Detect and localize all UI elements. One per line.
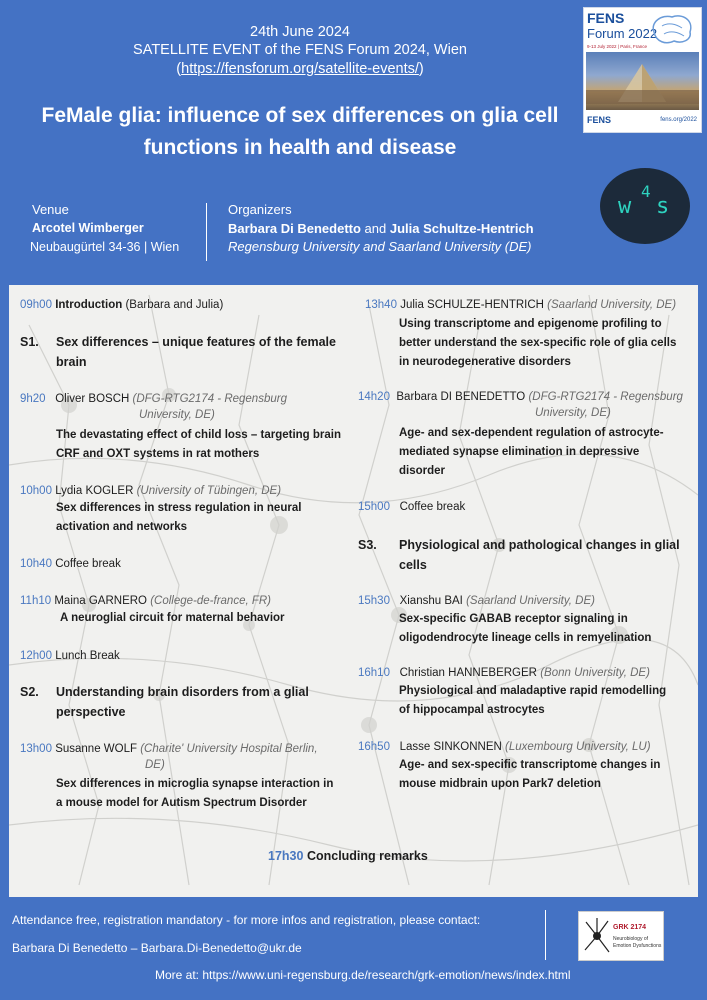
talk-1530-title-line1: Sex-specific GABAB receptor signaling in [399,613,628,625]
footer-attendance: Attendance free, registration mandatory - for more infos and registration, please contact: [12,913,481,927]
section-s3-number: S3. [358,538,377,552]
talk-1340-title-line2: better understand the sex-specific role of glia cells [399,337,677,349]
fens-logo-dates: 9-13 July 2022 | Paris, France [587,44,647,49]
talk-1300-title-line1: Sex differences in microglia synapse interaction in [56,778,334,790]
talk-1530-header: 15h30 Xianshu BAI (Saarland University, DE) [358,595,595,607]
talk-1420-header: 14h20 Barbara DI BENEDETTO (DFG-RTG2174 - Regensburg [358,391,683,403]
section-s2-title-line1: Understanding brain disorders from a glial [56,685,309,699]
program-intro: 09h00 Introduction (Barbara and Julia) [20,299,224,311]
talk-1340-header: 13h40 Julia SCHULZE-HENTRICH (Saarland University, DE) [365,299,677,311]
talk-1300-header: 13h00 Susanne WOLF (Charite' University Hospital Berlin, [20,743,318,755]
talk-1300-title-line2: a mouse model for Autism Spectrum Disorder [56,797,307,809]
section-s1-title-line2: brain [56,355,87,369]
talk-1000-title-line1: Sex differences in stress regulation in neural [56,502,302,514]
talk-0920-title-line1: The devastating effect of child loss – targeting brain [56,429,341,441]
venue-name: Arcotel Wimberger [32,221,144,235]
coffee-break-2: 15h00 Coffee break [358,501,466,513]
talk-1610-title-line1: Physiological and maladaptive rapid remodelling [399,685,667,697]
louvre-photo [586,52,699,110]
talk-1000-title-line2: activation and networks [56,521,188,533]
grk-label: GRK 2174 [613,924,647,931]
organizers-names: Barbara Di Benedetto and Julia Schultze-Hentrich [228,221,534,236]
talk-1650-title-line2: mouse midbrain upon Park7 deletion [399,778,601,790]
talk-1420-title-line1: Age- and sex-dependent regulation of astrocyte- [399,427,664,439]
grk-subtitle-line2: Emotion Dysfunctions [613,943,662,949]
section-s2-title-line2: perspective [56,705,126,719]
section-s1-number: S1. [20,335,39,349]
organizers-affiliation: Regensburg University and Saarland University (DE) [228,239,532,254]
event-link-line: (https://fensforum.org/satellite-events/) [176,61,424,77]
grk-logo [578,911,664,961]
section-s3-title-line2: cells [399,558,427,572]
fens-logo-url: fens.org/2022 [660,117,697,123]
talk-1340-title-line1: Using transcriptome and epigenome profiling to [399,318,662,330]
section-s2-number: S2. [20,685,39,699]
fens-logo-footer: FENS [587,115,612,125]
section-s3-title-line1: Physiological and pathological changes in glial [399,538,680,552]
poster-title-line1: FeMale glia: influence of sex differences on glia cell [41,104,559,127]
lunch-break: 12h00 Lunch Break [20,650,120,662]
coffee-break-1: 10h40 Coffee break [20,558,121,570]
talk-1420-title-line2: mediated synapse elimination in depressive [399,446,640,458]
venue-address: Neubaugürtel 34-36 | Wien [30,240,180,254]
fens-forum-logo [583,7,702,133]
fens-logo-forum: Forum 2022 [587,26,658,41]
talk-1610-title-line2: of hippocampal astrocytes [399,704,545,716]
brain-icon [648,12,696,46]
fens-logo-name: FENS [587,10,625,26]
talk-1420-affiliation-line2: University, DE) [535,407,611,419]
event-date: 24th June 2024 [250,24,350,40]
w4s-logo: w 4 s [600,168,690,244]
talk-0920-header: 9h20 Oliver BOSCH (DFG-RTG2174 - Regensburg [20,393,287,405]
grk-subtitle-line1: Neurobiology of [613,936,649,942]
talk-1000-header: 10h00 Lydia KOGLER (University of Tübingen, DE) [20,485,282,497]
section-s1-title-line1: Sex differences – unique features of the female [56,335,336,349]
footer-more-link[interactable]: More at: https://www.uni-regensburg.de/research/grk-emotion/news/index.html [155,968,571,982]
footer-contact[interactable]: Barbara Di Benedetto – Barbara.Di-Benedetto@ukr.de [12,941,302,955]
talk-1650-title-line1: Age- and sex-specific transcriptome changes in [399,759,661,771]
talk-1650-header: 16h50 Lasse SINKONNEN (Luxembourg University, LU) [358,741,651,753]
poster-title-line2: functions in health and disease [143,136,457,159]
footer-divider [545,910,546,960]
venue-label: Venue [32,202,69,217]
talk-1340-title-line3: in neurodegenerative disorders [399,356,571,368]
event-link[interactable]: https://fensforum.org/satellite-events/ [181,61,419,77]
program-panel [9,285,698,897]
concluding-remarks: 17h30 Concluding remarks [268,849,428,863]
talk-0920-affiliation-line2: University, DE) [139,409,215,421]
talk-1420-title-line3: disorder [399,465,446,477]
neuron-icon [582,916,612,956]
header-divider [206,203,207,261]
talk-1530-title-line2: oligodendrocyte lineage cells in remyelination [399,632,652,644]
organizers-label: Organizers [228,202,292,217]
talk-1610-header: 16h10 Christian HANNEBERGER (Bonn University, DE) [358,667,650,679]
talk-1110-header: 11h10 Maina GARNERO (College-de-france, FR) [20,595,272,607]
talk-1110-title: A neuroglial circuit for maternal behavior [60,612,285,624]
event-subtitle: SATELLITE EVENT of the FENS Forum 2024, Wien [133,42,467,58]
talk-0920-title-line2: CRF and OXT systems in rat mothers [56,448,260,460]
talk-1300-affiliation-line2: DE) [145,759,165,771]
